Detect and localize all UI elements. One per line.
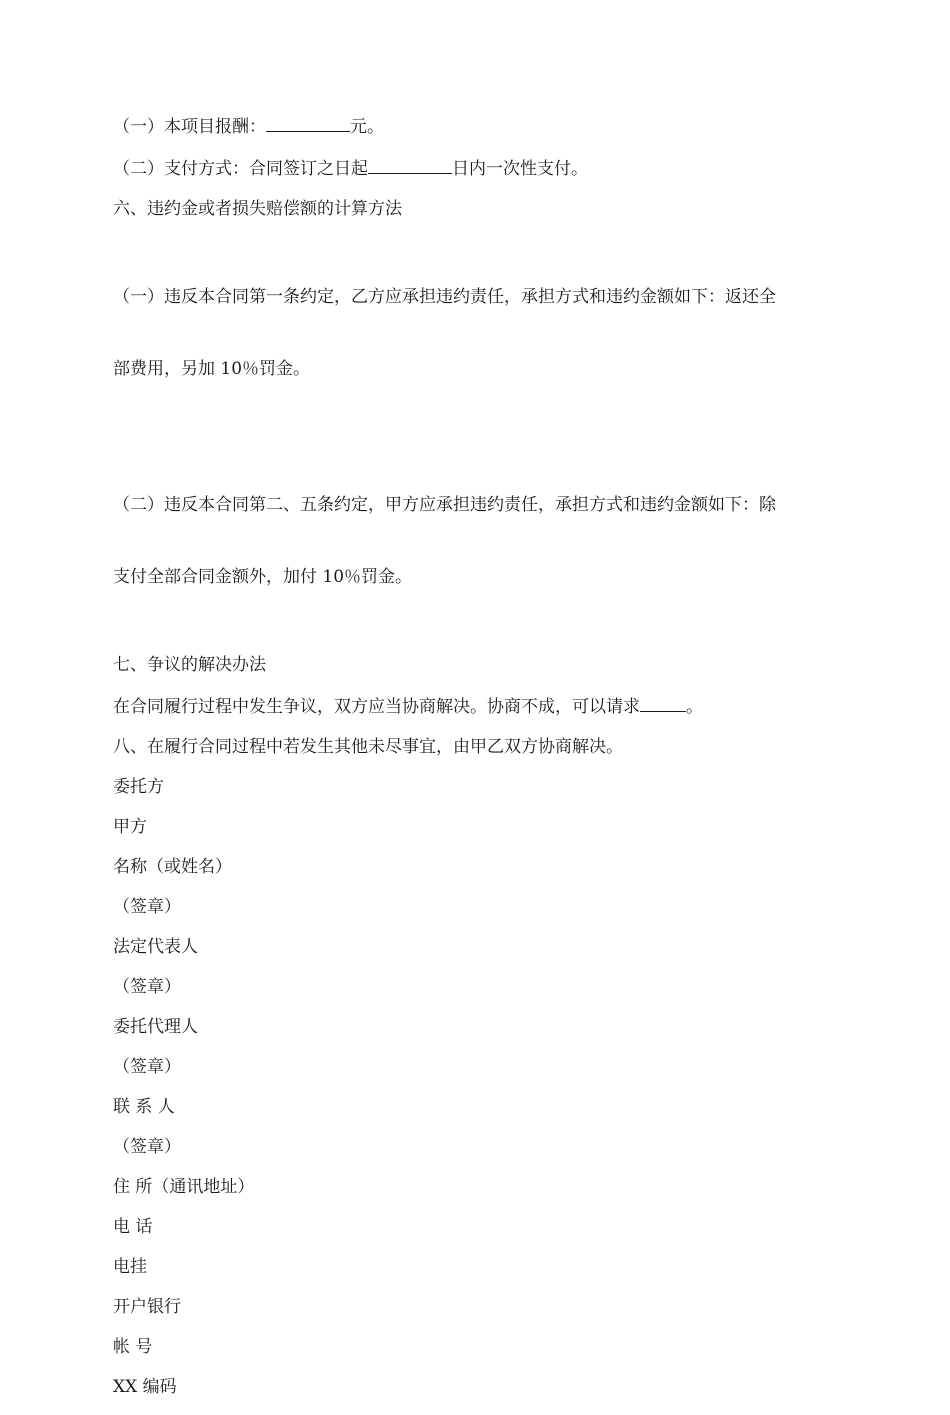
payment-prefix: （二）支付方式：合同签订之日起 [113, 159, 368, 179]
sig-name: 名称（或姓名） [113, 857, 232, 877]
section6-item1-line2: 部费用，另加 10％罚金。 [113, 359, 311, 379]
sig-seal-2: （签章） [113, 977, 181, 997]
sig-party-a: 甲方 [113, 817, 147, 837]
sig-seal-1: （签章） [113, 897, 181, 917]
contract-page [113, 113, 843, 1415]
fee-clause [113, 113, 843, 139]
section7-text [113, 693, 843, 719]
sig-bank: 开户银行 [113, 1297, 181, 1317]
section6-heading: 六、违约金或者损失赔偿额的计算方法 [113, 199, 402, 219]
fee-suffix: 元。 [350, 117, 384, 137]
sig-agent: 委托代理人 [113, 1017, 198, 1037]
section8-heading: 八、在履行合同过程中若发生其他未尽事宜，由甲乙双方协商解决。 [113, 737, 623, 757]
fee-prefix: （一）本项目报酬： [113, 117, 266, 137]
section7-text-prefix: 在合同履行过程中发生争议，双方应当协商解决。协商不成，可以请求 [113, 697, 640, 717]
section7-text-suffix: 。 [686, 697, 703, 717]
sig-seal-4: （签章） [113, 1137, 181, 1157]
section6-item2 [113, 445, 843, 637]
sig-address: 住 所（通讯地址） [113, 1177, 255, 1197]
arbitration-blank [640, 693, 686, 712]
sig-phone: 电 话 [113, 1217, 153, 1237]
sig-legal-rep: 法定代表人 [113, 937, 198, 957]
section6-item2-line1: （二）违反本合同第二、五条约定，甲方应承担违约责任，承担方式和违约金额如下：除 [113, 495, 776, 515]
sig-telegraph: 电挂 [113, 1257, 147, 1277]
sig-account: 帐 号 [113, 1337, 153, 1357]
section6-item1-line1: （一）违反本合同第一条约定，乙方应承担违约责任，承担方式和违约金额如下：返还全 [113, 287, 776, 307]
payment-blank [368, 155, 452, 174]
sig-code: XX 编码 [113, 1377, 177, 1397]
payment-suffix: 日内一次性支付。 [452, 159, 588, 179]
section6-item1 [113, 237, 843, 429]
section7-heading: 七、争议的解决办法 [113, 655, 266, 675]
sig-client: 委托方 [113, 777, 164, 797]
section6-item2-line2: 支付全部合同金额外，加付 10％罚金。 [113, 567, 413, 587]
sig-seal-3: （签章） [113, 1057, 181, 1077]
payment-clause [113, 155, 843, 181]
fee-blank [266, 113, 350, 132]
sig-contact: 联 系 人 [113, 1097, 175, 1117]
